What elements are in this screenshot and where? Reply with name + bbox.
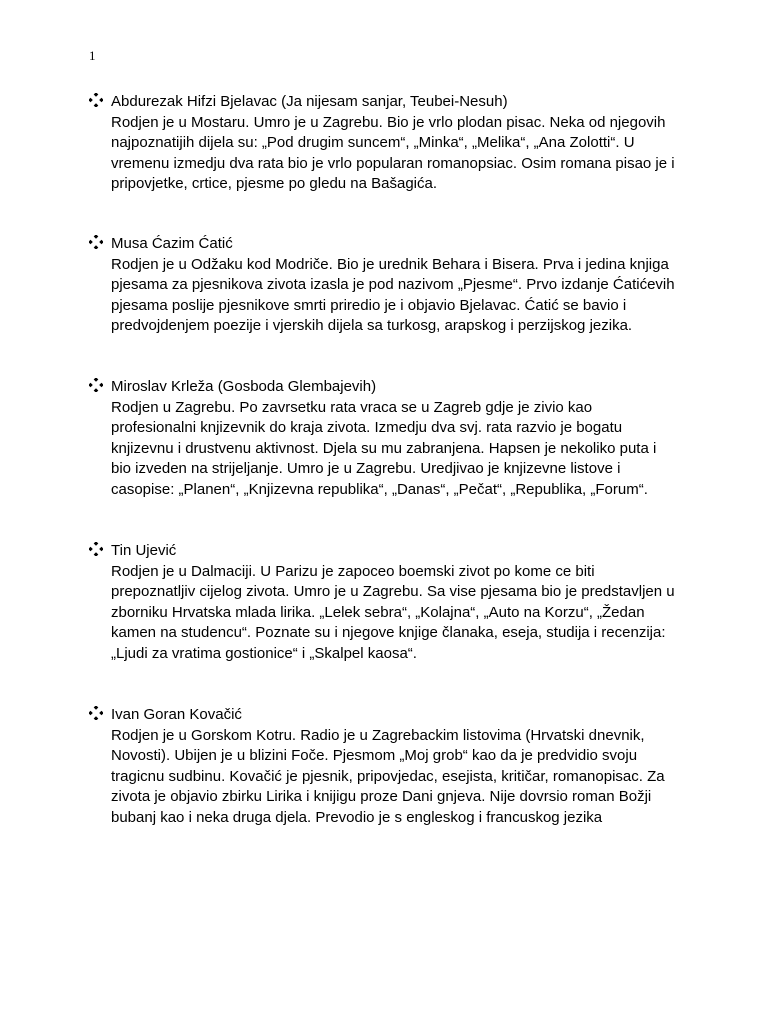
body-text-line: „Ljudi za vratima gostionice“ i „Skalpel kaosa“.: [111, 644, 417, 662]
entry-title-text: Abdurezak Hifzi Bjelavac (Ja nijesam sanjar, Teubei-Nesuh): [111, 93, 508, 110]
list-item: [89, 92, 689, 195]
entry-title-text: Tin Ujević: [111, 542, 177, 559]
four-diamond-bullet-icon: [89, 378, 103, 392]
body-text-line: bio izveden na strijeljanje. Umro je u Zagrebu. Uredjivao je knjizevne listove i: [111, 460, 621, 477]
entry-title-text: Musa Ćazim Ćatić: [111, 235, 233, 252]
list-item: [89, 377, 689, 500]
entry-title: [89, 541, 689, 562]
four-diamond-bullet-icon: [89, 706, 103, 720]
body-text-line: Novosti). Ubijen je u blizini Foče. Pjesmom „Moj grob“ kao da je predvidio svoju: [111, 747, 638, 764]
body-text-line: bubanj kao i neka druga djela. Prevodio je s engleskog i francuskog jezika: [111, 808, 603, 826]
four-diamond-bullet-icon: [89, 93, 103, 107]
body-text-line: zivota je objavio zbirku Lirika i knijigu proze Dani gnjeva. Nije dovrsio roman Božji: [111, 788, 652, 805]
body-text-line: profesionalni knjizevnik do kraja zivota. Izmedju dva svj. rata razvio je bogatu: [111, 419, 623, 436]
entry-title: [89, 705, 689, 726]
body-text-line: Rodjen u Zagrebu. Po zavrsetku rata vraca se u Zagreb gdje je zivio kao: [111, 398, 593, 416]
body-text-line: knjizevnu i drustvenu aktivnost. Djela su mu zabranjena. Hapsen je nekoliko puta i: [111, 439, 657, 457]
body-text-line: kamen na studencu“. Poznate su i njegove knjige članaka, eseja, studija i recenzija:: [111, 624, 666, 641]
body-text-line: Rodjen je u Mostaru. Umro je u Zagrebu. Bio je vrlo plodan pisac. Neka od njegovih: [111, 113, 666, 131]
four-diamond-bullet-icon: [89, 542, 103, 556]
body-text-line: zborniku Hrvatska mlada lirika. „Lelek sebra“, „Kolajna“, „Auto na Korzu“, „Žedan: [111, 603, 645, 621]
list-item: [89, 234, 689, 337]
body-text-line: tragicnu sudbinu. Kovačić je pjesnik, pripovjedac, esejista, kritičar, romanopisac. Za: [111, 767, 665, 785]
entry-title-text: Ivan Goran Kovačić: [111, 706, 242, 723]
body-text-line: pjesama poslije pjesnikove smrti priredio je i objavio Bjelavac. Ćatić se bavio i: [111, 296, 627, 314]
entry-title: [89, 234, 689, 255]
body-text-line: predvojdenjem poezije i vjerskih dijela sa turkosg, arapskog i perzijskog jezika.: [111, 317, 633, 334]
body-text-line: Rodjen je u Gorskom Kotru. Radio je u Zagrebackim listovima (Hrvatski dnevnik,: [111, 726, 645, 744]
body-text-line: casopise: „Planen“, „Knjizevna republika“, „Danas“, „Pečat“, „Republika, „Forum“.: [111, 480, 648, 498]
body-text-line: pjesama za pjesnikova zivota izasla je pod nazivom „Pjesme“. Prvo izdanje Ćatićevih: [111, 276, 675, 293]
body-text-line: pripovjetke, crtice, pjesme po gledu na Bašagića.: [111, 175, 438, 192]
body-text-line: najpoznatijih dijela su: „Pod drugim suncem“, „Minka“, „Melika“, „Ana Zolotti“. U: [111, 134, 635, 151]
body-text-line: Rodjen je u Dalmaciji. U Parizu je zapoceo boemski zivot po kome ce biti: [111, 562, 595, 580]
body-text-line: vremenu izmedju dva rata bio je vrlo popularan romanopsiac. Osim romana pisao je i: [111, 154, 675, 172]
body-text-line: prepoznatljiv cijelog zivota. Umro je u Zagrebu. Sa vise pjesama bio je predstavljen u: [111, 583, 675, 600]
four-diamond-bullet-icon: [89, 235, 103, 249]
entry-title: [89, 377, 689, 398]
list-item: [89, 541, 689, 664]
list-item: [89, 705, 689, 828]
entry-title: [89, 92, 689, 113]
entry-title-text: Miroslav Krleža (Gosboda Glembajevih): [111, 378, 377, 395]
body-text-line: Rodjen je u Odžaku kod Modriče. Bio je urednik Behara i Bisera. Prva i jedina knjiga: [111, 255, 669, 273]
page-number: 1: [89, 48, 96, 63]
